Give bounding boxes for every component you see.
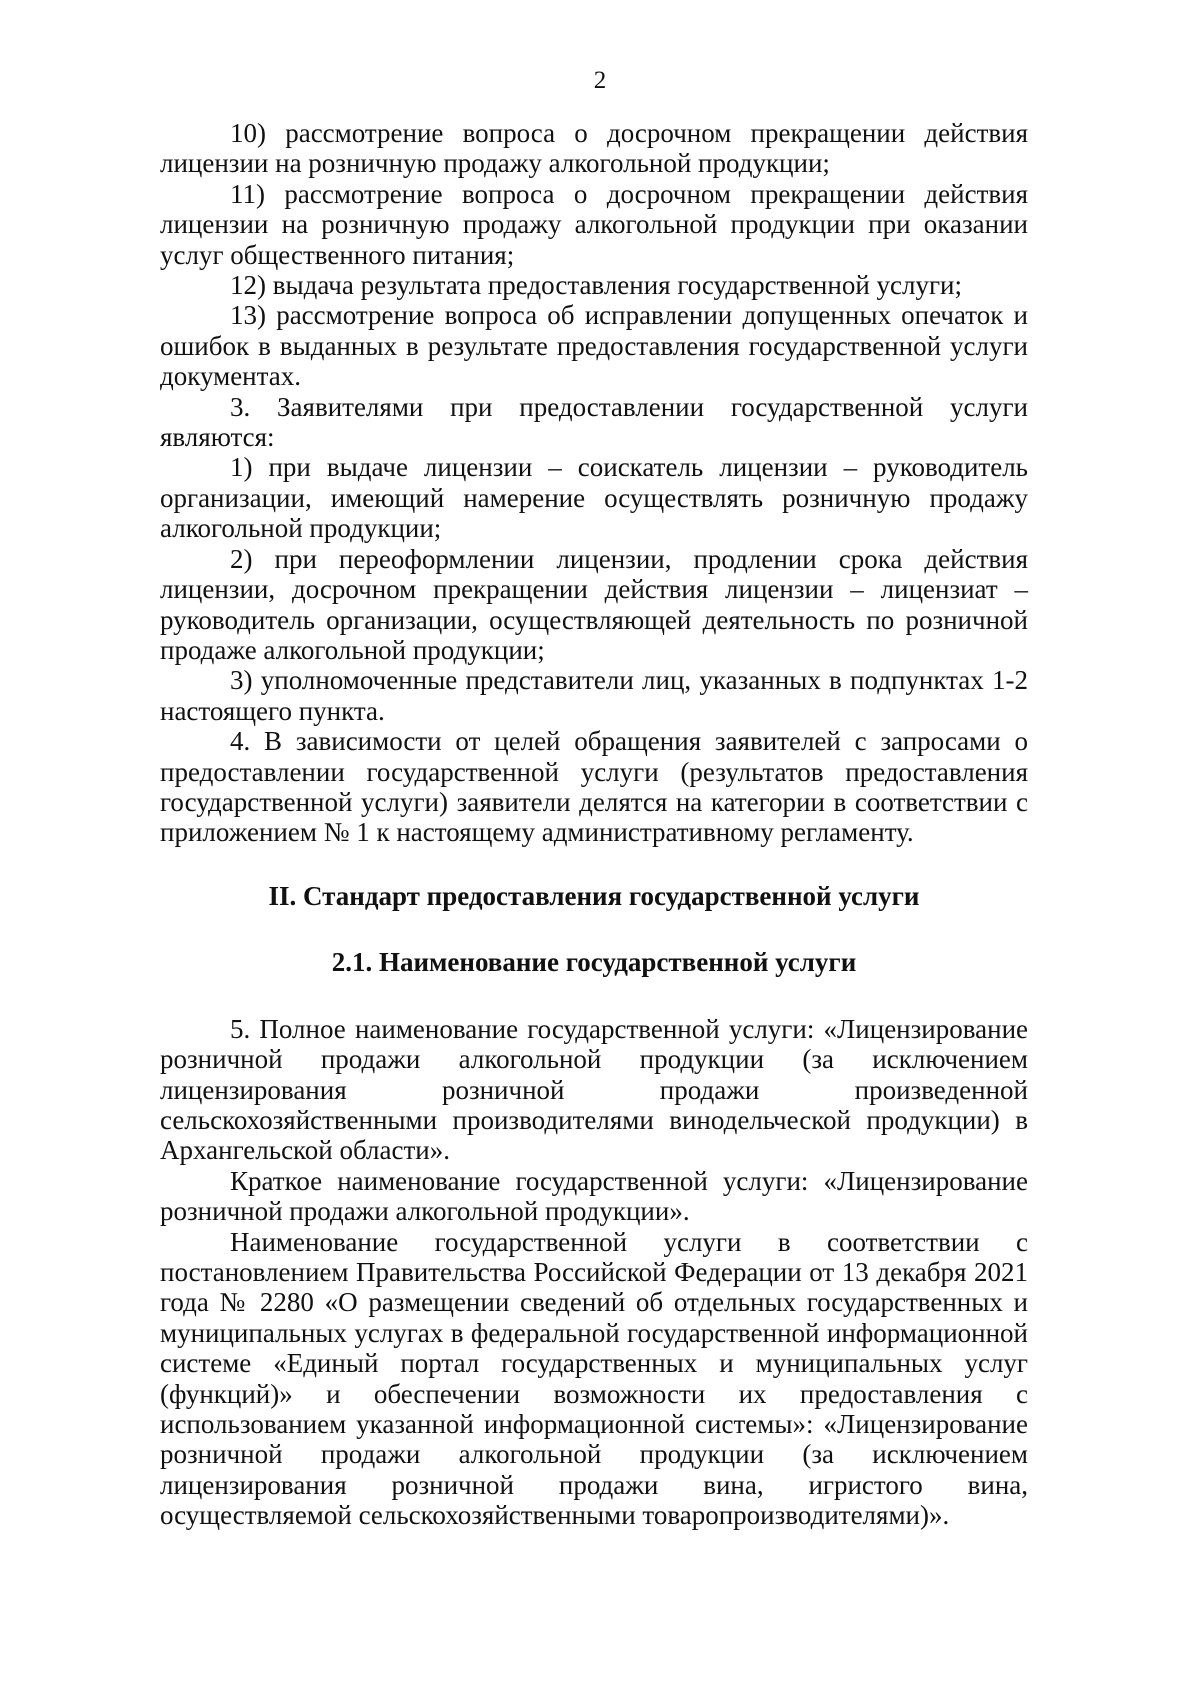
document-body	[160, 118, 1028, 1531]
page-number: 2	[593, 67, 607, 94]
paragraph: 5. Полное наименование государственной услуги: «Лицензирование розничной продажи алкогольной продукции (за исключением лицензирования розничной продажи произведенной сельскохозяйственными производителями винодельческой продукции) в Архангельской области».	[160, 1013, 1028, 1166]
paragraph: 10) рассмотрение вопроса о досрочном прекращении действия лицензии на розничную продажу алкогольной продукции;	[160, 118, 1028, 179]
spacer	[160, 977, 1028, 1014]
paragraph: 2) при переоформлении лицензии, продлении срока действия лицензии, досрочном прекращении действия лицензии – лицензиат – руководитель организации, осуществляющей деятельность по розничной продаже алкогольной продукции;	[160, 543, 1028, 665]
paragraph: 3. Заявителями при предоставлении государственной услуги являются:	[160, 391, 1028, 453]
spacer	[160, 848, 1028, 881]
paragraph: Наименование государственной услуги в соответствии с постановлением Правительства Российской Федерации от 13 декабря 2021 года № 2280 «О размещении сведений об отдельных государственных и муниципальных услугах в федеральной государственной информационной системе «Единый портал государственных и муниципальных услуг (функций)» и обеспечении возможности их предоставления с использованием указанной информационной системы»: «Лицензирование розничной продажи алкогольной продукции (за исключением лицензирования розничной продажи вина, игристого вина, осуществляемой сельскохозяйственными товаропроизводителями)».	[160, 1226, 1028, 1531]
paragraph: 13) рассмотрение вопроса об исправлении допущенных опечаток и ошибок в выданных в результате предоставления государственной услуги документах.	[160, 300, 1028, 392]
paragraph: 1) при выдаче лицензии – соискатель лицензии – руководитель организации, имеющий намерение осуществлять розничную продажу алкогольной продукции;	[160, 452, 1028, 544]
paragraph: Краткое наименование государственной услуги: «Лицензирование розничной продажи алкогольной продукции».	[160, 1165, 1028, 1227]
paragraph: 4. В зависимости от целей обращения заявителей с запросами о предоставлении государственной услуги (результатов предоставления государственной услуги) заявители делятся на категории в соответствии с приложением № 1 к настоящему административному регламенту.	[160, 726, 1028, 848]
subsection-heading: 2.1. Наименование государственной услуги	[331, 946, 857, 977]
paragraph: 12) выдача результата предоставления государственной услуги;	[230, 270, 963, 301]
spacer	[160, 911, 1028, 947]
paragraph: 11) рассмотрение вопроса о досрочном прекращении действия лицензии на розничную продажу алкогольной продукции при оказании услуг общественного питания;	[160, 178, 1028, 270]
paragraph: 3) уполномоченные представители лиц, указанных в подпунктах 1-2 настоящего пункта.	[160, 665, 1028, 726]
section-heading: II. Стандарт предоставления государственной услуги	[268, 880, 920, 911]
